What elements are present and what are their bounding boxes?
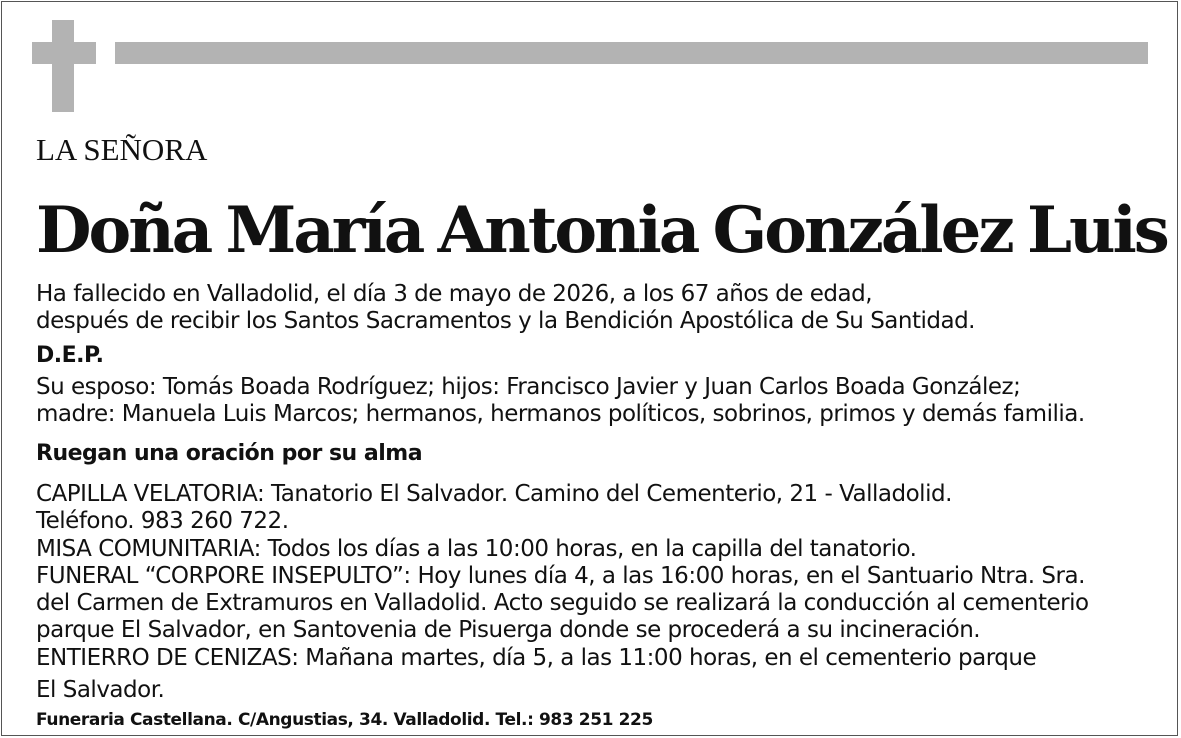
honorific: LA SEÑORA [36, 132, 208, 167]
detail-line: Teléfono. 983 260 722. [36, 508, 289, 535]
detail-line: El Salvador. [36, 677, 165, 704]
detail-line: parque El Salvador, en Santovenia de Pisuerga donde se procederá a su incineración. [36, 617, 981, 644]
family-line: Su esposo: Tomás Boada Rodríguez; hijos: Francisco Javier y Juan Carlos Boada González; [36, 374, 1021, 400]
detail-line: ENTIERRO DE CENIZAS: Mañana martes, día 5, a las 11:00 horas, en el cementerio parque [36, 644, 1037, 671]
announcement-line: Ha fallecido en Valladolid, el día 3 de mayo de 2026, a los 67 años de edad, [36, 281, 873, 307]
death-announcement [36, 281, 975, 335]
family-list [36, 374, 1085, 428]
funeral-home-footer: Funeraria Castellana. C/Angustias, 34. Valladolid. Tel.: 983 251 225 [36, 710, 653, 730]
prayer-request: Ruegan una oración por su alma [36, 441, 423, 466]
family-line: madre: Manuela Luis Marcos; hermanos, hermanos políticos, sobrinos, primos y demás familia. [36, 401, 1085, 427]
detail-line: CAPILLA VELATORIA: Tanatorio El Salvador. Camino del Cementerio, 21 - Valladolid. [36, 481, 952, 507]
detail-line: MISA COMUNITARIA: Todos los días a las 10:00 horas, en la capilla del tanatorio. [36, 535, 917, 562]
detail-line: del Carmen de Extramuros en Valladolid. Acto seguido se realizará la conducción al cementerio [36, 590, 1089, 617]
announcement-line: después de recibir los Santos Sacramentos y la Bendición Apostólica de Su Santidad. [36, 308, 975, 334]
service-details [36, 481, 1089, 704]
header-divider [115, 42, 1148, 64]
dep-label: D.E.P. [36, 343, 104, 368]
deceased-name: Doña María Antonia González Luis [36, 193, 1167, 268]
detail-line: FUNERAL “CORPORE INSEPULTO”: Hoy lunes día 4, a las 16:00 horas, en el Santuario Ntra. Sra. [36, 562, 1085, 589]
